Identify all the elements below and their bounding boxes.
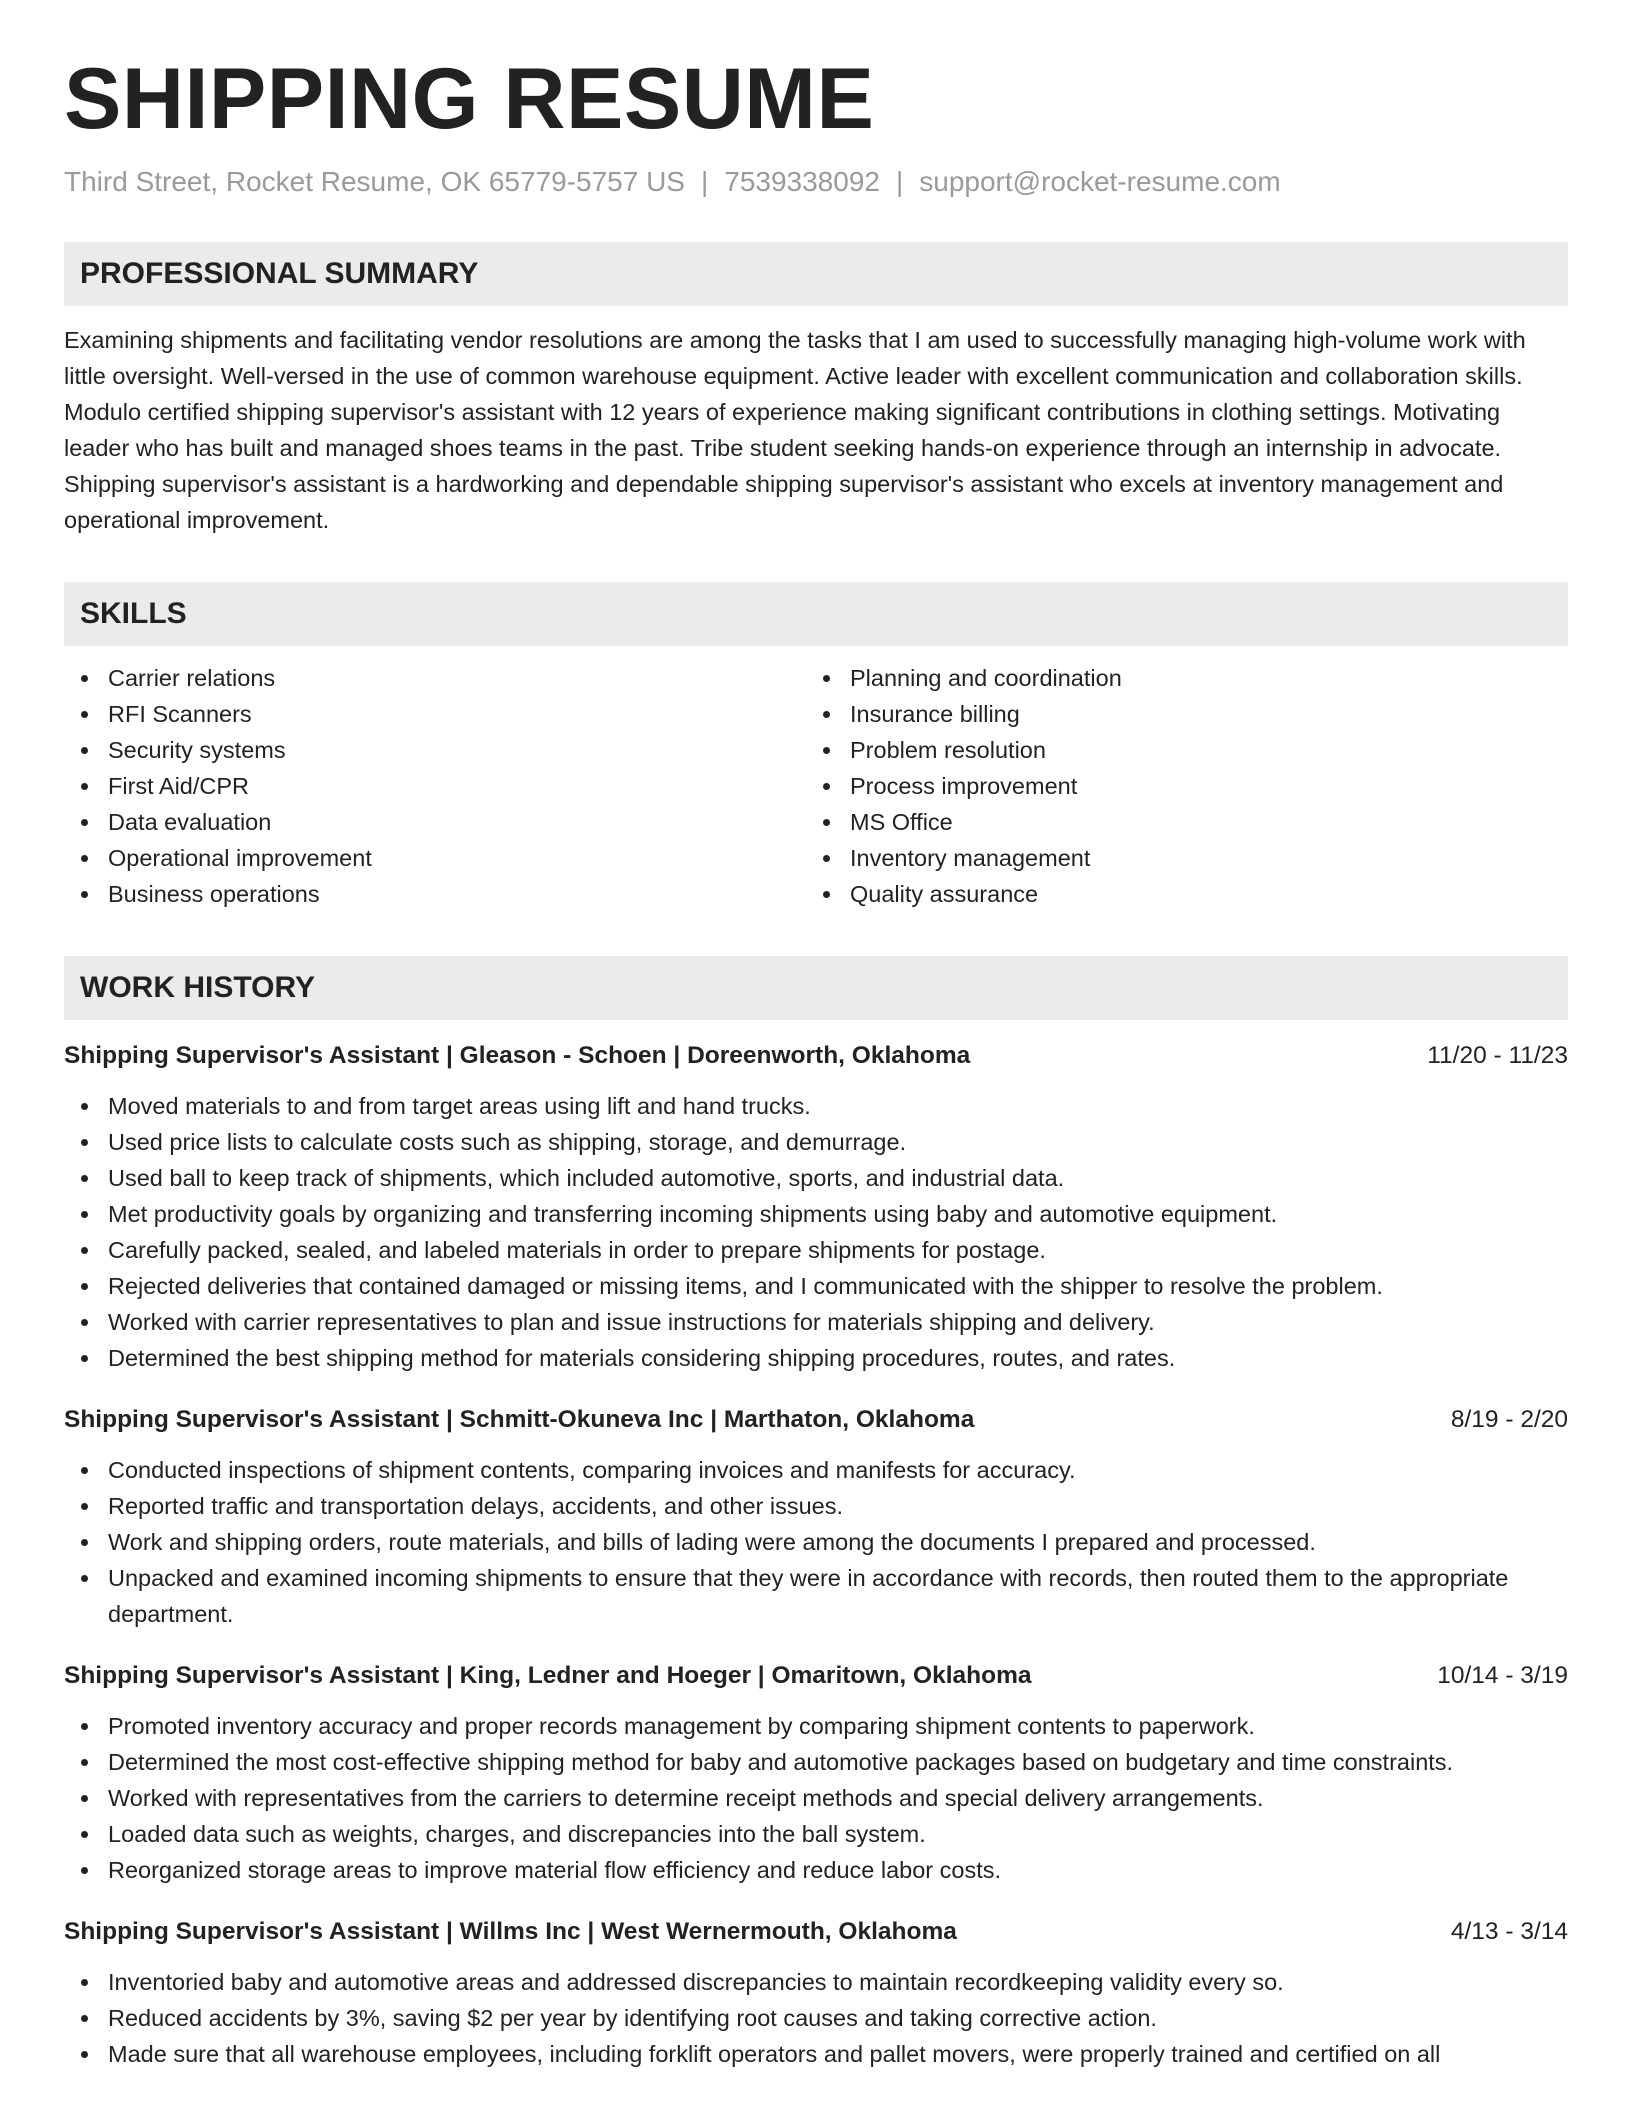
duty-item: Determined the best shipping method for materials considering shipping procedures, routes, and rates. [64,1340,1568,1376]
section-header-work-history [64,956,1568,1020]
duty-item: Moved materials to and from target areas using lift and hand trucks. [64,1088,1568,1124]
job-header [64,1658,1568,1694]
duty-item: Unpacked and examined incoming shipments to ensure that they were in accordance with records, then routed them to the appropriate department. [64,1560,1568,1632]
skill-item: Security systems [64,732,806,768]
job-header [64,1914,1568,1950]
separator: | [700,165,709,197]
job-duties [64,1088,1568,1376]
duty-item: Used ball to keep track of shipments, which included automotive, sports, and industrial data. [64,1160,1568,1196]
duty-item: Reorganized storage areas to improve material flow efficiency and reduce labor costs. [64,1852,1568,1888]
duty-item: Loaded data such as weights, charges, and discrepancies into the ball system. [64,1816,1568,1852]
skill-item: Planning and coordination [806,660,1548,696]
resume-page [64,52,1568,2072]
job-dates: 8/19 - 2/20 [1450,1406,1568,1434]
duty-item: Determined the most cost-effective shipping method for baby and automotive packages based on budgetary and time constraints. [64,1744,1568,1780]
job-entry [64,1402,1568,1632]
address: Third Street, Rocket Resume, OK 65779-5757 US [64,165,685,197]
duty-item: Met productivity goals by organizing and transferring incoming shipments using baby and automotive equipment. [64,1196,1568,1232]
duty-item: Reduced accidents by 3%, saving $2 per year by identifying root causes and taking corrective action. [64,2000,1568,2036]
duty-item: Rejected deliveries that contained damaged or missing items, and I communicated with the shipper to resolve the problem. [64,1268,1568,1304]
duty-item: Promoted inventory accuracy and proper records management by comparing shipment contents to paperwork. [64,1708,1568,1744]
job-title: Shipping Supervisor's Assistant | Willms Inc | West Wernermouth, Oklahoma [64,1918,957,1946]
job-duties [64,1708,1568,1888]
resume-title: SHIPPING RESUME [64,51,875,147]
skill-item: First Aid/CPR [64,768,806,804]
separator: | [895,165,904,197]
skill-item: MS Office [806,804,1548,840]
duty-item: Conducted inspections of shipment contents, comparing invoices and manifests for accuracy. [64,1452,1568,1488]
duty-item: Carefully packed, sealed, and labeled materials in order to prepare shipments for postage. [64,1232,1568,1268]
duty-item: Inventoried baby and automotive areas and addressed discrepancies to maintain recordkeeping validity every so. [64,1964,1568,2000]
skills-list [64,660,1568,912]
skill-item: Problem resolution [806,732,1548,768]
section-title: SKILLS [80,597,187,631]
contact-line [64,165,1568,199]
duty-item: Reported traffic and transportation delays, accidents, and other issues. [64,1488,1568,1524]
job-dates: 11/20 - 11/23 [1427,1042,1568,1070]
job-entry [64,1658,1568,1888]
duty-item: Work and shipping orders, route materials, and bills of lading were among the documents I prepared and processed. [64,1524,1568,1560]
skill-item: Inventory management [806,840,1548,876]
duty-item: Worked with carrier representatives to plan and issue instructions for materials shipping and delivery. [64,1304,1568,1340]
skill-item: Data evaluation [64,804,806,840]
skills-column-right [806,660,1548,912]
job-duties [64,1964,1568,2072]
duty-item: Worked with representatives from the carriers to determine receipt methods and special delivery arrangements. [64,1780,1568,1816]
job-header [64,1038,1568,1074]
job-duties [64,1452,1568,1632]
skill-item: Operational improvement [64,840,806,876]
section-title: WORK HISTORY [80,971,316,1005]
section-title: PROFESSIONAL SUMMARY [80,257,479,291]
duty-item: Made sure that all warehouse employees, including forklift operators and pallet movers, were properly trained and certified on all [64,2036,1568,2072]
job-header [64,1402,1568,1438]
skills-column-left [64,660,806,912]
job-entry [64,1038,1568,1376]
email: support@rocket-resume.com [919,165,1281,197]
skill-item: Business operations [64,876,806,912]
section-header-skills [64,582,1568,646]
job-title: Shipping Supervisor's Assistant | King, Ledner and Hoeger | Omaritown, Oklahoma [64,1662,1032,1690]
job-title: Shipping Supervisor's Assistant | Gleason - Schoen | Doreenworth, Oklahoma [64,1042,971,1070]
job-dates: 4/13 - 3/14 [1450,1918,1568,1946]
skill-item: Carrier relations [64,660,806,696]
skill-item: Quality assurance [806,876,1548,912]
skill-item: RFI Scanners [64,696,806,732]
duty-item: Used price lists to calculate costs such as shipping, storage, and demurrage. [64,1124,1568,1160]
professional-summary: Examining shipments and facilitating vendor resolutions are among the tasks that I am used to successfully managing high-volume work with little oversight. Well-versed in the use of common warehouse equipment. Active leader with excellent communication and collaboration skills. Modulo certified shipping supervisor's assistant with 12 years of experience making significant contributions in clothing settings. Motivating leader who has built and managed shoes teams in the past. Tribe student seeking hands-on experience through an internship in advocate. Shipping supervisor's assistant is a hardworking and dependable shipping supervisor's assistant who excels at inventory management and operational improvement. [64,327,1526,534]
job-dates: 10/14 - 3/19 [1437,1662,1568,1690]
job-entry [64,1914,1568,2072]
job-title: Shipping Supervisor's Assistant | Schmitt-Okuneva Inc | Marthaton, Oklahoma [64,1406,975,1434]
section-header-summary [64,242,1568,306]
skill-item: Insurance billing [806,696,1548,732]
skill-item: Process improvement [806,768,1548,804]
phone: 7539338092 [724,165,880,197]
